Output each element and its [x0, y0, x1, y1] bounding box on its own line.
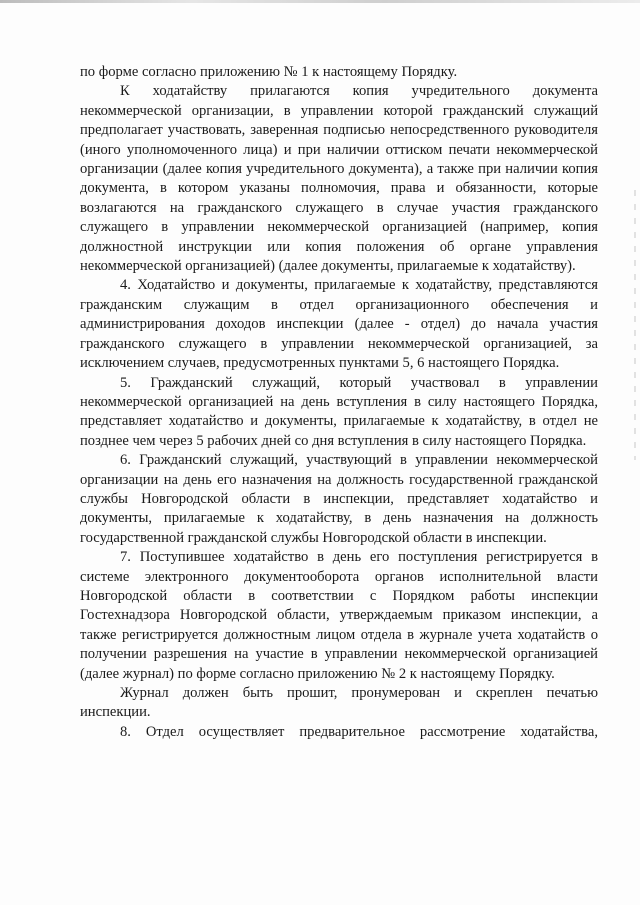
scan-side-artifact — [634, 190, 636, 460]
paragraph-clause-4: 4. Ходатайство и документы, прилагаемые к ходатайству, представляются гражданским служащим в отдел организационного обеспечения и администрирования доходов инспекции (далее - отдел) до начала участия гражданского служащего в управлении некоммерческой организацией, за исключением случаев, предусмотренных пунктами 5, 6 настоящего Порядка. — [80, 277, 598, 372]
paragraph-attachments: К ходатайству прилагаются копия учредительного документа некоммерческой организации, в управлении которой гражданский служащий предполагает участвовать, заверенная подписью непосредственного руководителя (иного уполномоченного лица) и при наличии оттиском печати некоммерческой организации (далее копия учредительного документа), а также при наличии копия документа, в котором указаны полномочия, права и обязанности, которые возлагаются на гражданского служащего в случае участия гражданского служащего в управлении некоммерческой организацией (например, копия должностной инструкции или копия положения об органе управления некоммерческой организацией) (далее документы, прилагаемые к ходатайству). — [80, 83, 598, 275]
paragraph-clause-8: 8. Отдел осуществляет предварительное рассмотрение ходатайства, — [120, 723, 598, 740]
paragraph-continuation: по форме согласно приложению № 1 к настоящему Порядку. — [80, 64, 458, 80]
paragraph-clause-6: 6. Гражданский служащий, участвующий в управлении некоммерческой организации на день его назначения на должность государственной гражданской службы Новгородской области в инспекции, представляет ходатайство и документы, прилагаемые к ходатайству, в день назначения на должность государственной гражданской службы Новгородской области в инспекции. — [80, 452, 598, 546]
paragraph-journal: Журнал должен быть прошит, пронумерован и скреплен печатью инспекции. — [80, 685, 598, 721]
paragraph-clause-5: 5. Гражданский служащий, который участвовал в управлении некоммерческой организацией на день вступления в силу настоящего Порядка, представляет ходатайство и документы, прилагаемые к ходатайству, в отдел не позднее чем через 5 рабочих дней со дня вступления в силу настоящего Порядка. — [80, 374, 598, 449]
document-page — [80, 63, 598, 742]
scan-top-edge — [0, 0, 640, 3]
paragraph-clause-7: 7. Поступившее ходатайство в день его поступления регистрируется в системе электронного документооборота органов исполнительной власти Новгородской области в соответствии с Порядком работы инспекции Гостехнадзора Новгородской области, утверждаемым приказом инспекции, а также регистрируется должностным лицом отдела в журнале учета ходатайств о получении разрешения на участие в управлении некоммерческой организацией (далее журнал) по форме согласно приложению № 2 к настоящему Порядку. — [80, 549, 598, 682]
